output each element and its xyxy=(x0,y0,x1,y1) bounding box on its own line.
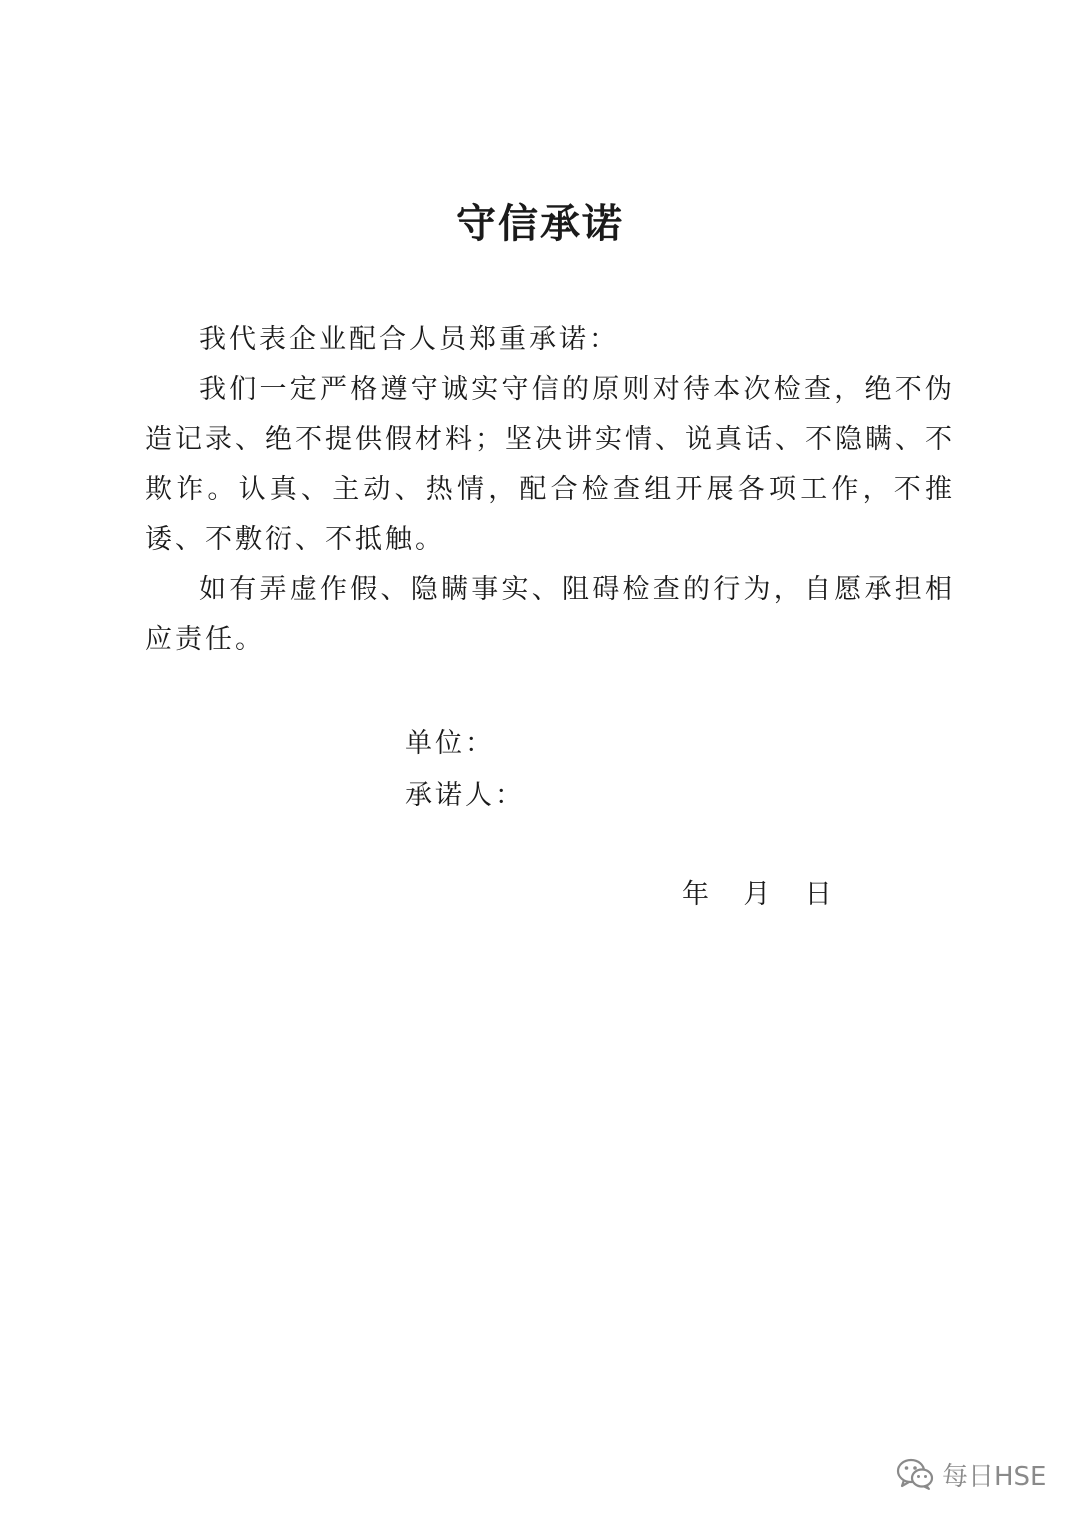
promiser-label: 承诺人： xyxy=(405,780,525,811)
signature-block xyxy=(405,718,525,822)
document-title: 守信承诺 xyxy=(456,201,624,247)
paragraph-commitment: 我们一定严格遵守诚实守信的原则对待本次检查，绝不伪造记录、绝不提供假材料；坚决讲实情、说真话、不隐瞒、不欺诈。认真、主动、热情，配合检查组开展各项工作，不推诿、不敷衍、不抵触。 xyxy=(145,374,955,555)
unit-label: 单位： xyxy=(405,728,495,759)
paragraph-intro: 我代表企业配合人员郑重承诺： xyxy=(199,324,619,355)
paragraph-liability: 如有弄虚作假、隐瞒事实、阻碍检查的行为，自愿承担相应责任。 xyxy=(145,574,955,655)
watermark-text: 每日HSE xyxy=(942,1461,1047,1492)
date-month: 月 xyxy=(743,879,771,910)
watermark xyxy=(896,1452,1046,1496)
wechat-icon xyxy=(896,1457,934,1491)
date-line xyxy=(682,870,832,920)
document-body xyxy=(145,315,955,665)
date-day: 日 xyxy=(804,879,832,910)
date-year: 年 xyxy=(682,879,709,910)
